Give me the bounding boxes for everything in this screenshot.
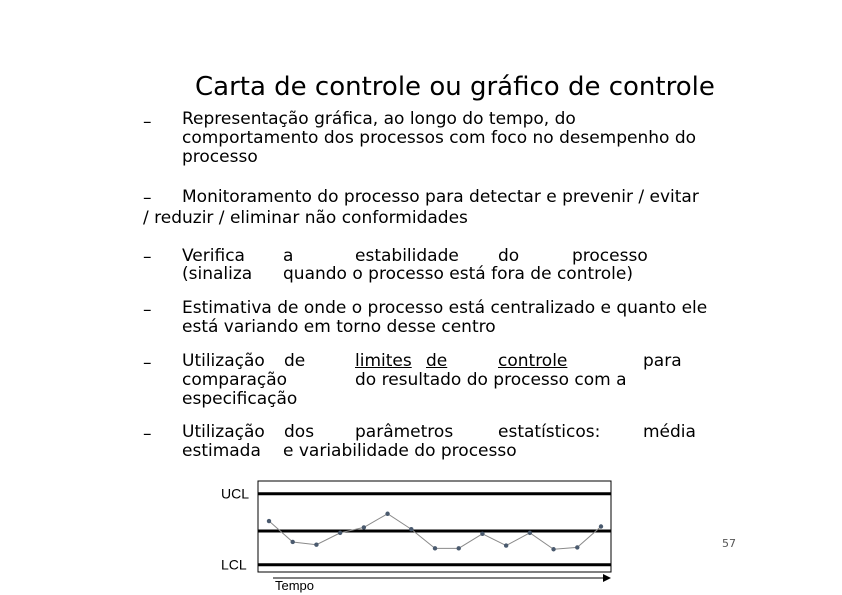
bullet-word: de <box>426 351 448 371</box>
data-point <box>433 546 437 550</box>
data-point <box>528 531 532 535</box>
data-point <box>551 547 555 551</box>
bullet-word: Utilização <box>182 422 265 442</box>
data-point <box>480 532 484 536</box>
time-arrow-head <box>603 574 611 582</box>
bullet-word: de <box>284 351 306 371</box>
data-point <box>267 519 271 523</box>
data-point <box>362 525 366 529</box>
bullet-word: dos <box>284 422 315 442</box>
bullet-word: a <box>283 246 294 266</box>
bullet-word: processo <box>572 246 648 266</box>
bullet-word: (sinaliza <box>182 264 253 284</box>
bullet-line: processo <box>182 147 258 167</box>
x-axis-label: Tempo <box>275 578 315 593</box>
slide-title: Carta de controle ou gráfico de controle <box>195 72 715 102</box>
bullet-dash: – <box>143 353 152 373</box>
bullet-word: estabilidade <box>355 246 459 266</box>
bullet-representacao <box>182 110 696 167</box>
data-point <box>291 540 295 544</box>
bullet-word: controle <box>498 351 568 371</box>
bullet-dash: – <box>143 188 152 208</box>
data-point <box>599 524 603 528</box>
bullet-dash: – <box>143 300 152 320</box>
bullet-word: Utilização <box>182 351 265 371</box>
bullet-line: Estimativa de onde o processo está centralizado e quanto ele <box>182 298 708 318</box>
ucl-label: UCL <box>221 485 250 502</box>
bullet-word: estatísticos: <box>498 422 601 442</box>
data-point <box>457 546 461 550</box>
data-point <box>314 543 318 547</box>
page-number: 57 <box>722 537 736 550</box>
bullet-word: limites <box>355 351 412 371</box>
bullet-word: Verifica <box>182 246 245 266</box>
bullet-word: do <box>498 246 520 266</box>
bullet-line: do resultado do processo com a <box>355 370 627 390</box>
lcl-label: LCL <box>221 556 247 573</box>
data-point <box>575 545 579 549</box>
bullet-word: parâmetros <box>355 422 454 442</box>
bullet-line: comportamento dos processos com foco no desempenho do <box>182 128 697 148</box>
bullet-dash: – <box>143 247 152 267</box>
bullet-line: está variando em torno desse centro <box>182 317 496 337</box>
bullet-line: e variabilidade do processo <box>283 441 517 461</box>
bullet-word: estimada <box>182 441 261 461</box>
bullet-dash: – <box>143 112 152 132</box>
bullet-line: / reduzir / eliminar não conformidades <box>143 208 468 228</box>
bullet-line: Representação gráfica, ao longo do tempo, do <box>182 109 576 129</box>
data-point <box>409 527 413 531</box>
bullet-word: para <box>643 351 682 371</box>
bullet-word: comparação <box>182 370 288 390</box>
data-point <box>504 543 508 547</box>
bullet-word: média <box>643 422 696 442</box>
bullet-line: quando o processo está fora de controle) <box>283 264 633 284</box>
bullet-word: especificação <box>182 389 298 409</box>
bullet-dash: – <box>143 424 152 444</box>
bullet-estimativa <box>182 299 707 337</box>
control-chart <box>215 478 615 595</box>
bullet-line: Monitoramento do processo para detectar e prevenir / evitar <box>182 187 699 207</box>
data-point <box>385 512 389 516</box>
data-point <box>338 531 342 535</box>
